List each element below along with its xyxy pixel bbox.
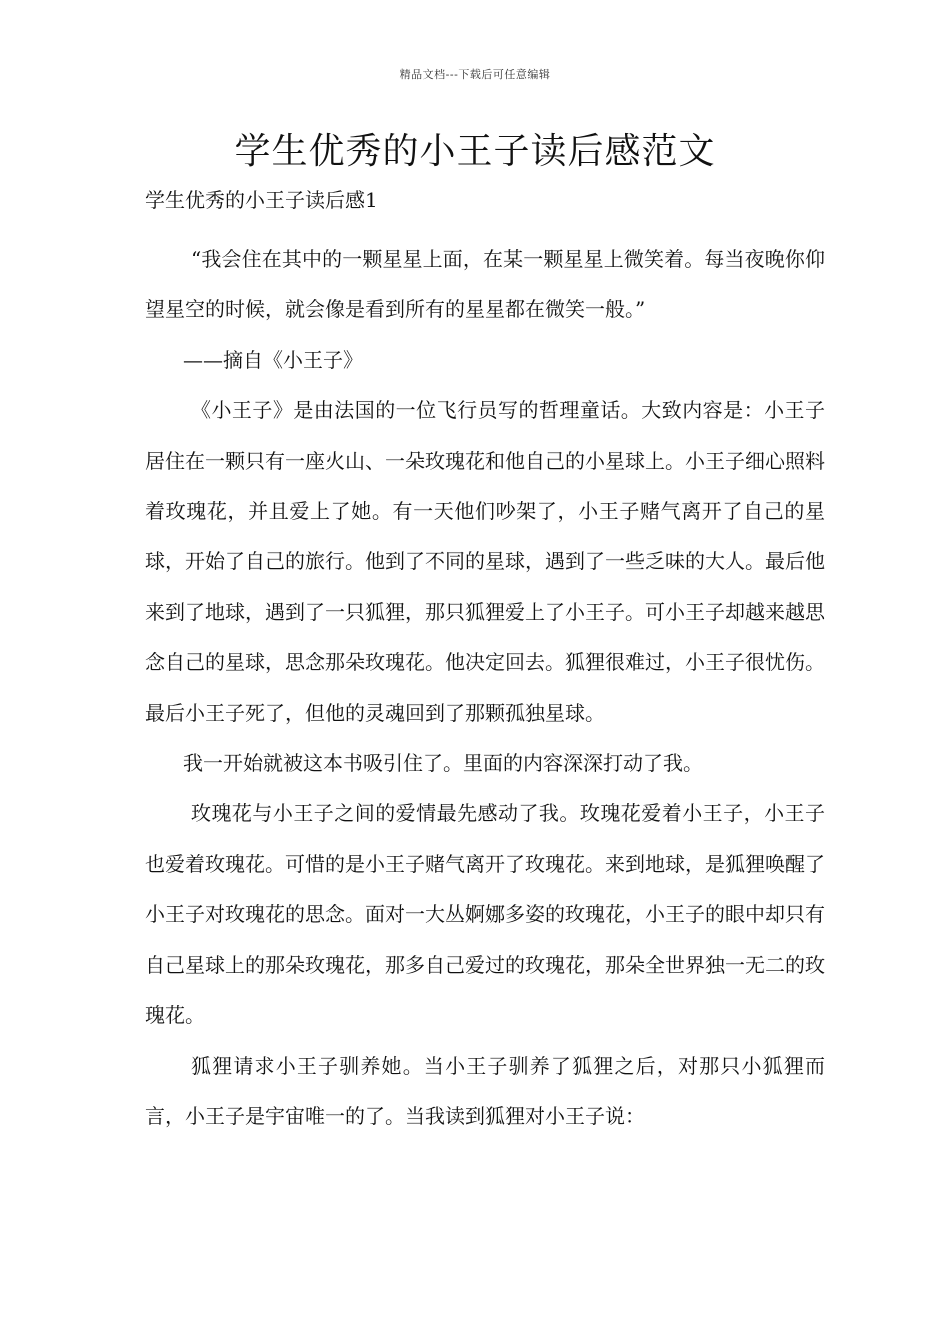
document-title: 学生优秀的小王子读后感范文 <box>234 131 716 172</box>
document-body <box>145 234 825 1141</box>
paragraph-summary: 《小王子》是由法国的一位飞行员写的哲理童话。大致内容是：小王子居住在一颗只有一座火山、一朵玫瑰花和他自己的小星球上。小王子细心照料着玫瑰花，并且爱上了她。有一天他们吵架了，小王子赌气离开了自己的星球，开始了自己的旅行。他到了不同的星球，遇到了一些乏味的大人。最后他来到了地球，遇到了一只狐狸，那只狐狸爱上了小王子。可小王子却越来越思念自己的星球，思念那朵玫瑰花。他决定回去。狐狸很难过，小王子很忧伤。最后小王子死了，但他的灵魂回到了那颗孤独星球。 <box>145 398 825 725</box>
document-subtitle: 学生优秀的小王子读后感1 <box>145 188 378 212</box>
paragraph-source: ——摘自《小王子》 <box>183 347 363 372</box>
paragraph-fox: 狐狸请求小王子驯养她。当小王子驯养了狐狸之后，对那只小狐狸而言，小王子是宇宙唯一的了。当我读到狐狸对小王子说： <box>145 1053 825 1128</box>
paragraph-rose: 玫瑰花与小王子之间的爱情最先感动了我。玫瑰花爱着小王子，小王子也爱着玫瑰花。可惜的是小王子赌气离开了玫瑰花。来到地球，是狐狸唤醒了小王子对玫瑰花的思念。面对一大丛婀娜多姿的玫瑰花，小王子的眼中却只有自己星球上的那朵玫瑰花，那多自己爱过的玫瑰花，那朵全世界独一无二的玫瑰花。 <box>145 801 825 1028</box>
page-header: 精品文档---下载后可任意编辑 <box>399 68 551 81</box>
paragraph-impression: 我一开始就被这本书吸引住了。里面的内容深深打动了我。 <box>183 751 703 776</box>
paragraph-quote: “我会住在其中的一颗星星上面，在某一颗星星上微笑着。每当夜晚你仰望星空的时候，就会像是看到所有的星星都在微笑一般。” <box>145 247 825 322</box>
